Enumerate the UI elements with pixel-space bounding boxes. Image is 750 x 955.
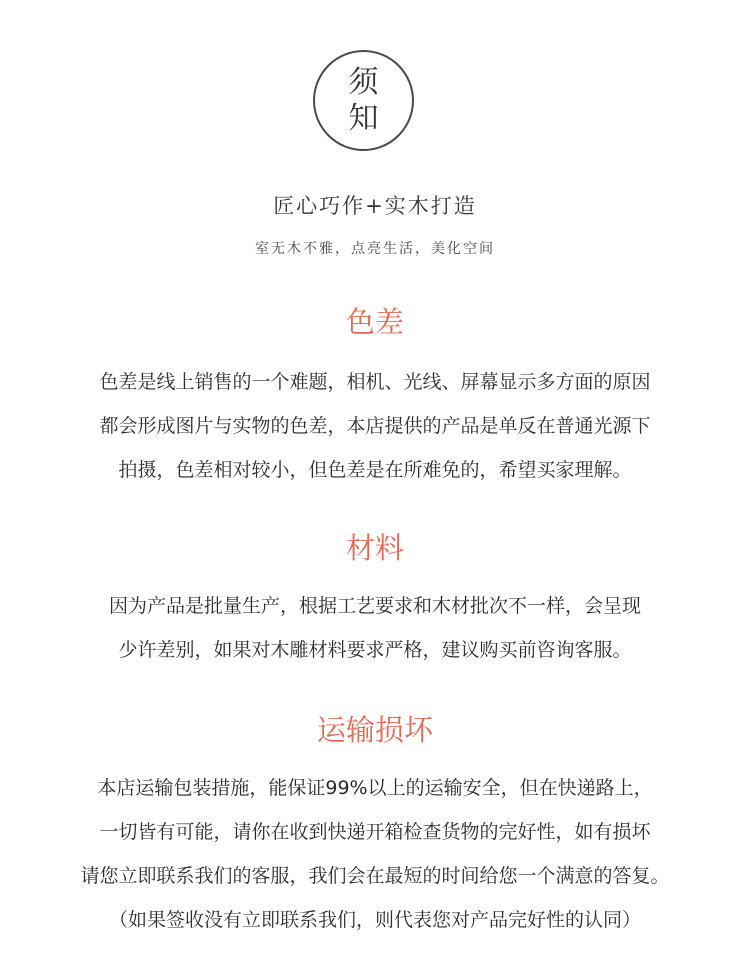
section-title-material: 材料 (345, 531, 404, 565)
body-line: 因为产品是批量生产，根据工艺要求和木材批次不一样，会呈现 (108, 595, 641, 617)
body-line: 本店运输包装措施，能保证99%以上的运输安全，但在快递路上， (97, 777, 653, 799)
section-body-shipping-damage (0, 766, 750, 942)
tagline: 匠心巧作+实木打造 (273, 194, 477, 218)
body-line: 少许差别，如果对木雕材料要求严格，建议购买前咨询客服。 (118, 639, 632, 661)
section-title-color-difference: 色差 (345, 305, 404, 339)
body-line: （如果签收没有立即联系我们，则代表您对产品完好性的认同） (108, 909, 641, 931)
subline: 室无木不雅，点亮生活，美化空间 (255, 241, 495, 257)
body-line: 色差是线上销售的一个难题，相机、光线、屏幕显示多方面的原因 (99, 371, 651, 393)
badge-char-2: 知 (348, 100, 379, 136)
badge-char-1: 须 (348, 64, 379, 100)
notice-badge (313, 50, 414, 151)
section-title-shipping-damage: 运输损坏 (316, 713, 433, 747)
section-body-color-difference (0, 360, 750, 492)
body-line: 拍摄，色差相对较小，但色差是在所难免的，希望买家理解。 (118, 459, 632, 481)
body-line: 一切皆有可能，请你在收到快递开箱检查货物的完好性，如有损坏 (99, 821, 651, 843)
body-line: 都会形成图片与实物的色差，本店提供的产品是单反在普通光源下 (99, 415, 651, 437)
body-line: 请您立即联系我们的客服，我们会在最短的时间给您一个满意的答复。 (80, 865, 670, 887)
section-body-material (0, 584, 750, 672)
